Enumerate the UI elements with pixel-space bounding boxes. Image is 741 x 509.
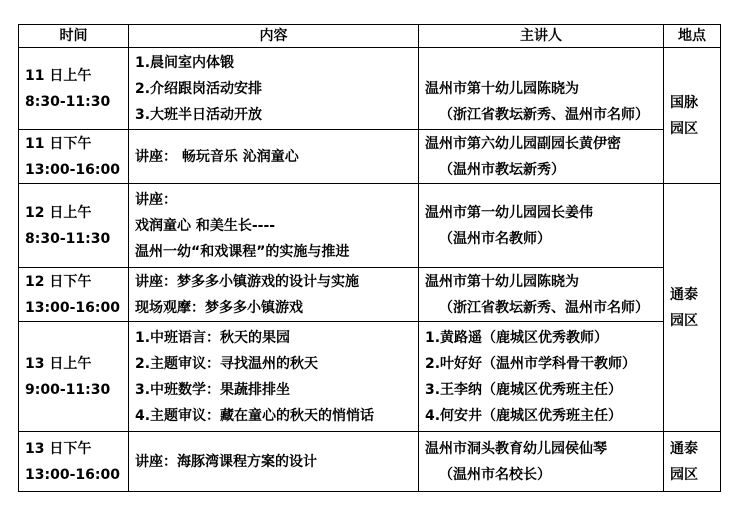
content-cell [129,322,419,432]
location-line: 国脉 [670,94,698,111]
content-cell [129,432,419,492]
time-range: 9:00-11:30 [25,381,111,398]
speaker-title: （浙江省教坛新秀、温州市名师） [439,106,649,123]
speaker-name: 温州市第十幼儿园陈晓为 [425,80,579,97]
time-range: 8:30-11:30 [25,93,111,110]
header-time: 时间 [19,25,129,48]
time-cell [19,432,129,492]
content-line: 4.主题审议：藏在童心的秋天的悄悄话 [135,407,375,424]
location-line: 通泰 [670,440,698,457]
location-cell [664,48,721,184]
content-line: 2.主题审议：寻找温州的秋天 [135,355,319,372]
location-cell [664,184,721,432]
time-day: 13 日上午 [25,355,92,372]
content-line: 1.晨间室内体锻 [135,54,235,71]
time-range: 13:00-16:00 [25,466,120,483]
speaker-cell [419,432,664,492]
speaker-name: 温州市第十幼儿园陈晓为 [425,273,579,290]
time-range: 8:30-11:30 [25,230,111,247]
header-row [19,25,721,48]
speaker-name: 温州市第六幼儿园副园长黄伊密 [425,135,621,152]
table-row [19,432,721,492]
location-line: 园区 [670,312,698,329]
content-cell [129,184,419,268]
content-line: 3.大班半日活动开放 [135,106,263,123]
content-cell [129,48,419,130]
time-cell [19,130,129,184]
speaker-title: （浙江省教坛新秀、温州市名师） [439,299,649,316]
time-day: 12 日下午 [25,273,92,290]
location-cell [664,432,721,492]
speaker-line [425,50,657,76]
table-row [19,184,721,268]
location-line: 通泰 [670,286,698,303]
content-line: 讲座： [135,191,177,208]
table-row [19,268,721,322]
schedule-table [18,24,721,492]
speaker-title: （温州市名校长） [439,466,551,483]
speaker-cell [419,184,664,268]
speaker-name: 温州市洞头教育幼儿园侯仙琴 [425,440,607,457]
time-cell [19,184,129,268]
header-location: 地点 [664,25,721,48]
time-cell [19,48,129,130]
speaker-cell [419,322,664,432]
speaker-name: 温州市第一幼儿园园长姜伟 [425,204,593,221]
time-day: 12 日上午 [25,204,92,221]
time-cell [19,268,129,322]
location-line: 园区 [670,120,698,137]
time-range: 13:00-16:00 [25,161,120,178]
content-line: 现场观摩：梦多多小镇游戏 [135,299,303,316]
header-speaker: 主讲人 [419,25,664,48]
content-line: 戏润童心 和美生长---- [135,217,276,234]
speaker-cell [419,130,664,184]
content-cell [129,268,419,322]
content-line: 2.介绍跟岗活动安排 [135,80,263,97]
content-line: 3.中班数学：果蔬排排坐 [135,381,291,398]
speaker-line: 4.何安井（鹿城区优秀班主任） [425,407,623,424]
speaker-cell [419,268,664,322]
time-day: 11 日下午 [25,135,92,152]
table-row [19,130,721,184]
content-cell [129,130,419,184]
content-line: 温州一幼“和戏课程”的实施与推进 [135,243,350,260]
content-line: 讲座： 畅玩音乐 沁润童心 [135,148,299,165]
content-line: 1.中班语言：秋天的果园 [135,329,291,346]
speaker-title: （温州市教坛新秀） [439,161,565,178]
location-line: 园区 [670,466,698,483]
content-line: 讲座：梦多多小镇游戏的设计与实施 [135,273,359,290]
speaker-cell [419,48,664,130]
table-row [19,322,721,432]
speaker-title: （温州市名教师） [439,230,551,247]
time-day: 13 日下午 [25,440,92,457]
time-range: 13:00-16:00 [25,299,120,316]
speaker-line: 3.王李纳（鹿城区优秀班主任） [425,381,623,398]
speaker-line: 1.黄路遥（鹿城区优秀教师） [425,329,609,346]
content-line: 讲座：海豚湾课程方案的设计 [135,453,317,470]
speaker-line: 2.叶好好（温州市学科骨干教师） [425,355,637,372]
time-cell [19,322,129,432]
header-content: 内容 [129,25,419,48]
table-row [19,48,721,130]
time-day: 11 日上午 [25,67,92,84]
